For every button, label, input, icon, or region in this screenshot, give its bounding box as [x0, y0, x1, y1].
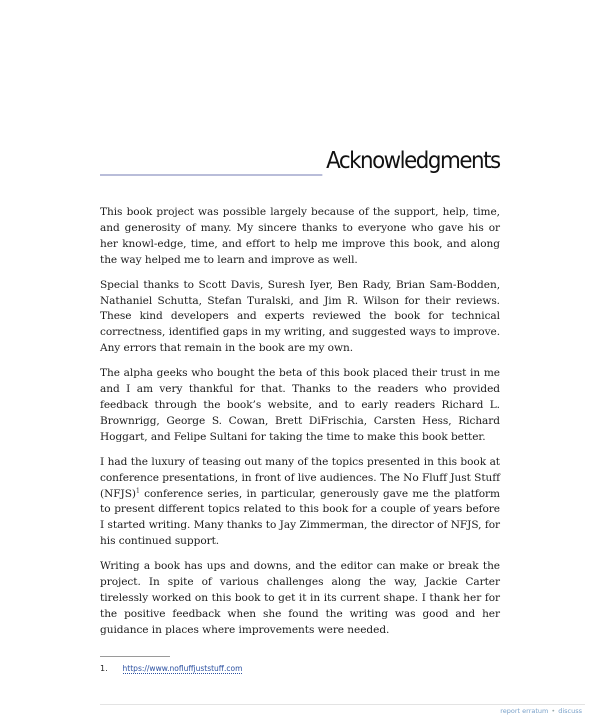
footnote-link[interactable]: https://www.nofluffjuststuff.com [122, 664, 243, 673]
report-erratum-link[interactable]: report erratum [500, 707, 549, 715]
paragraph-4-text-before: I had the luxury of teasing out many of the topics presented in this book at conference presentations, in front of live audiences. The No Fluff Just Stuff (NFJS) [100, 455, 500, 500]
paragraph-2: Special thanks to Scott Davis, Suresh Iyer, Ben Rady, Brian Sam-Bodden, Nathaniel Schutta, Stefan Turalski, and Jim R. Wilson for their reviews. These kind developers and experts reviewed the book for technical correctness, identified gaps in my writing, and suggested ways to improve. Any errors that remain in the book are my own. [100, 278, 500, 355]
footnote-number: 1. [100, 664, 108, 673]
footer-links [500, 707, 582, 715]
paragraph-4-text-after: conference series, in particular, generously gave me the platform to present different topics related to this book for a couple of years before I started writing. Many thanks to Jay Zimmerman, the director of NFJS, for his continued support. [100, 487, 500, 548]
paragraph-3: The alpha geeks who bought the beta of this book placed their trust in me and I am very thankful for that. Thanks to the readers who provided feedback through the book’s website, and to early readers Richard L. Brownrigg, George S. Cowan, Brett DiFrischia, Carsten Hess, Richard Hoggart, and Felipe Sultani for taking the time to make this book better. [100, 367, 500, 443]
page-title: Acknowledgments [323, 146, 500, 176]
footnote [100, 664, 242, 673]
paragraph-5: Writing a book has ups and downs, and the editor can make or break the project. In spite of various challenges along the way, Jackie Carter tirelessly worked on this book to get it in its current shape. I thank her for the positive feedback when she found the writing was good and her guidance in places where improvements were needed. [100, 560, 500, 636]
chapter-heading [100, 146, 500, 176]
discuss-link[interactable]: discuss [558, 707, 582, 715]
footer-separator: • [551, 707, 556, 715]
footnote-reference[interactable]: 1 [135, 486, 140, 494]
body-text [100, 205, 500, 648]
footer-rule [100, 704, 585, 705]
paragraph-1: This book project was possible largely because of the support, help, time, and generosity of many. My sincere thanks to everyone who gave his or her knowl-edge, time, and effort to help me improve this book, and along the way helped me to learn and improve as well. [100, 206, 500, 266]
paragraph-4 [100, 455, 500, 550]
footnote-rule [100, 656, 170, 657]
